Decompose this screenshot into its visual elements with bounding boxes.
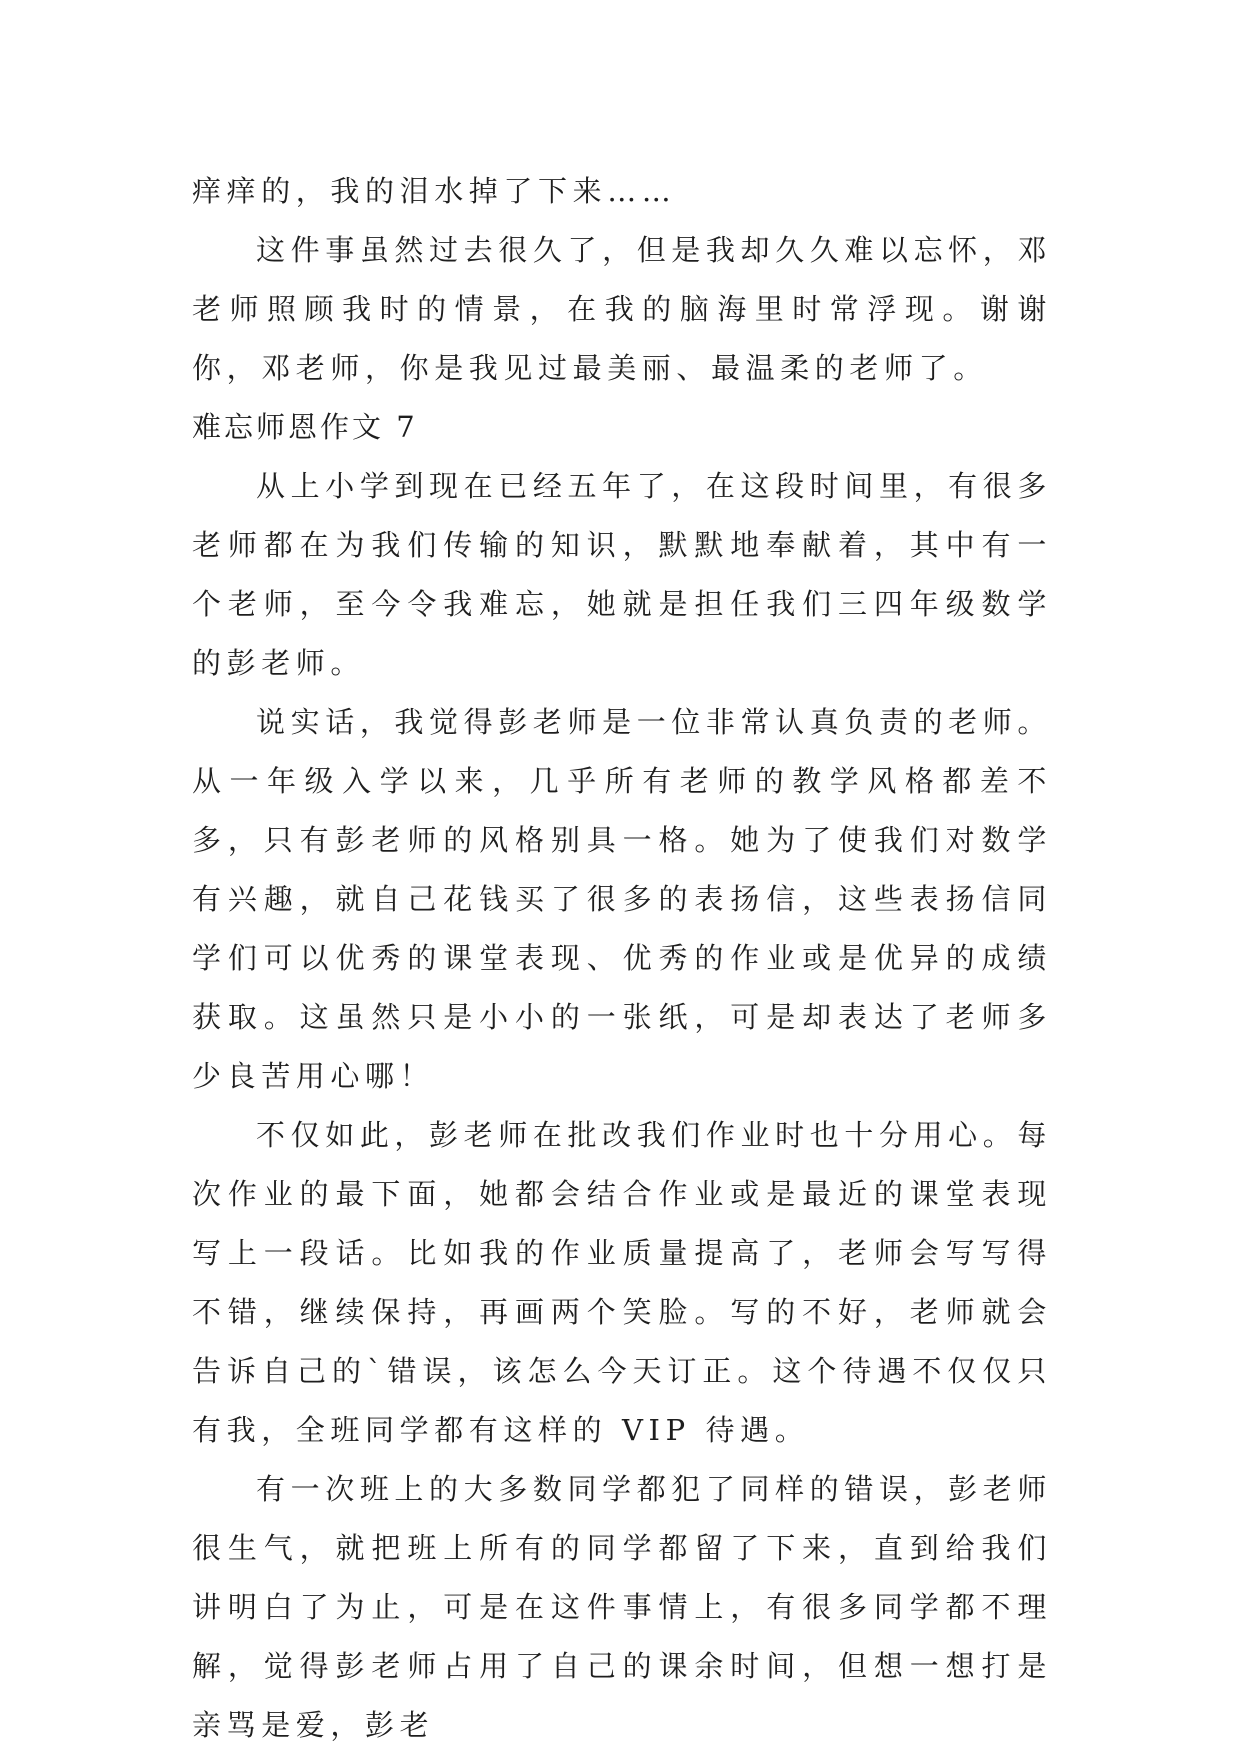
paragraph: 从上小学到现在已经五年了，在这段时间里，有很多老师都在为我们传输的知识，默默地奉献着，其中有一个老师，至今令我难忘，她就是担任我们三四年级数学的彭老师。	[192, 469, 1052, 680]
paragraph: 不仅如此，彭老师在批改我们作业时也十分用心。每次作业的最下面，她都会结合作业或是最近的课堂表现写上一段话。比如我的作业质量提高了，老师会写写得不错，继续保持，再画两个笑脸。写的不好，老师就会告诉自己的`错误，该怎么今天订正。这个待遇不仅仅只有我，全班同学都有这样的 VIP 待遇。	[192, 1118, 1052, 1447]
paragraph-continuation: 痒痒的，我的泪水掉了下来……	[192, 174, 677, 208]
paragraph: 有一次班上的大多数同学都犯了同样的错误，彭老师很生气，就把班上所有的同学都留了下来，直到给我们讲明白了为止，可是在这件事情上，有很多同学都不理解，觉得彭老师占用了自己的课余时间，但想一想打是亲骂是爱，彭老	[192, 1472, 1052, 1742]
paragraph: 说实话，我觉得彭老师是一位非常认真负责的老师。从一年级入学以来，几乎所有老师的教学风格都差不多，只有彭老师的风格别具一格。她为了使我们对数学有兴趣，就自己花钱买了很多的表扬信，这些表扬信同学们可以优秀的课堂表现、优秀的作业或是优异的成绩获取。这虽然只是小小的一张纸，可是却表达了老师多少良苦用心哪！	[192, 705, 1052, 1093]
section-heading: 难忘师恩作文 7	[192, 410, 418, 444]
paragraph: 这件事虽然过去很久了，但是我却久久难以忘怀，邓老师照顾我时的情景，在我的脑海里时常浮现。谢谢你，邓老师，你是我见过最美丽、最温柔的老师了。	[192, 233, 1052, 385]
document-body	[192, 162, 1052, 1755]
